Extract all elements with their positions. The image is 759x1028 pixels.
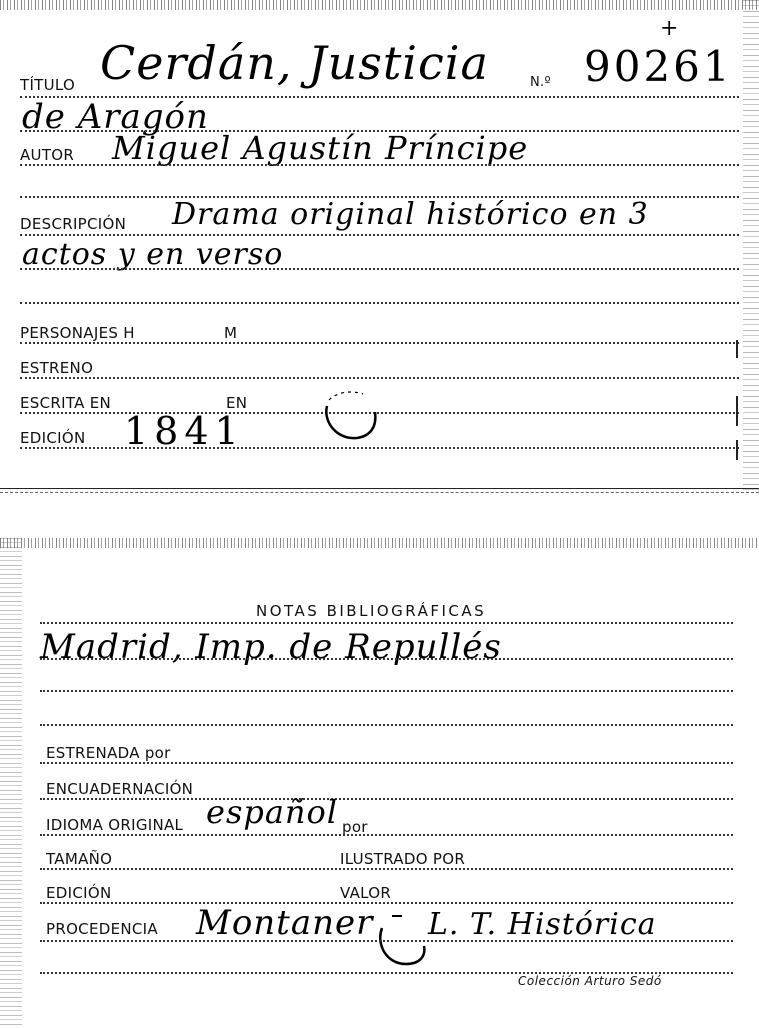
- por-label: por: [342, 818, 368, 836]
- punch-hole-mark: [372, 908, 432, 970]
- blank-line-3: [40, 690, 733, 692]
- edicion-line: [20, 447, 739, 449]
- punch-hole-mark: [315, 382, 385, 446]
- edge-mark: [736, 396, 738, 426]
- autor-line: [20, 164, 739, 166]
- tamano-label: TAMAÑO: [46, 850, 113, 868]
- estreno-line: [20, 377, 739, 379]
- notas-value: Madrid, Imp. de Repullés: [40, 627, 502, 667]
- estrenada-por-label: ESTRENADA por: [46, 744, 171, 762]
- valor-label: VALOR: [340, 884, 392, 902]
- descripcion-line-2: [20, 268, 739, 270]
- personajes-h-label: PERSONAJES H: [20, 324, 135, 342]
- descripcion-label: DESCRIPCIÓN: [20, 215, 127, 233]
- notas-heading: NOTAS BIBLIOGRÁFICAS: [256, 602, 487, 620]
- personajes-m-label: M: [224, 324, 238, 342]
- catalog-card-back: [0, 538, 759, 1028]
- cross-mark: +: [660, 16, 680, 41]
- procedencia-note: L. T. Histórica: [428, 907, 657, 942]
- autor-label: AUTOR: [20, 146, 75, 164]
- edicion-back-line: [40, 902, 733, 904]
- notas-line: [40, 622, 733, 624]
- encuadernacion-label: ENCUADERNACIÓN: [46, 780, 194, 798]
- descripcion-value-line2: actos y en verso: [22, 237, 284, 272]
- card-separator: [0, 488, 759, 493]
- estreno-label: ESTRENO: [20, 359, 94, 377]
- estrenada-line: [40, 762, 733, 764]
- tamano-line: [40, 868, 733, 870]
- idioma-original-label: IDIOMA ORIGINAL: [46, 816, 184, 834]
- personajes-line: [20, 342, 739, 344]
- procedencia-value: Montaner: [196, 903, 374, 943]
- en-label: EN: [226, 394, 248, 412]
- descripcion-value-line1: Drama original histórico en 3: [172, 197, 649, 232]
- numero-label: N.º: [530, 75, 551, 90]
- autor-value: Miguel Agustín Príncipe: [112, 129, 529, 167]
- titulo-value-line1: Cerdán, Justicia: [100, 36, 489, 90]
- notas-line-2: [40, 658, 733, 660]
- blank-line-2: [20, 302, 739, 304]
- procedencia-label: PROCEDENCIA: [46, 920, 158, 938]
- collection-footer: Colección Arturo Sedó: [518, 974, 662, 988]
- edicion-label: EDICIÓN: [20, 429, 86, 447]
- card-left-edge: [0, 538, 22, 1028]
- titulo-label: TÍTULO: [20, 76, 76, 94]
- torn-edge-top: [0, 538, 759, 548]
- descripcion-line: [20, 234, 739, 236]
- ilustrado-por-label: ILUSTRADO POR: [340, 850, 466, 868]
- edicion-value: 1841: [124, 409, 245, 453]
- card-right-edge: [743, 0, 759, 492]
- torn-edge-top: [0, 0, 759, 10]
- escrita-en-label: ESCRITA EN: [20, 394, 112, 412]
- idioma-line: [40, 834, 733, 836]
- titulo-value-line2: de Aragón: [22, 97, 209, 137]
- edge-mark: [736, 340, 738, 358]
- procedencia-line: [40, 940, 733, 942]
- blank-line-4: [40, 724, 733, 726]
- numero-value: 90261: [584, 42, 733, 91]
- edge-mark: [736, 440, 738, 460]
- catalog-card-front: [0, 0, 759, 492]
- edicion-back-label: EDICIÓN: [46, 884, 112, 902]
- encuadernacion-line: [40, 798, 733, 800]
- idioma-original-value: español: [206, 793, 339, 831]
